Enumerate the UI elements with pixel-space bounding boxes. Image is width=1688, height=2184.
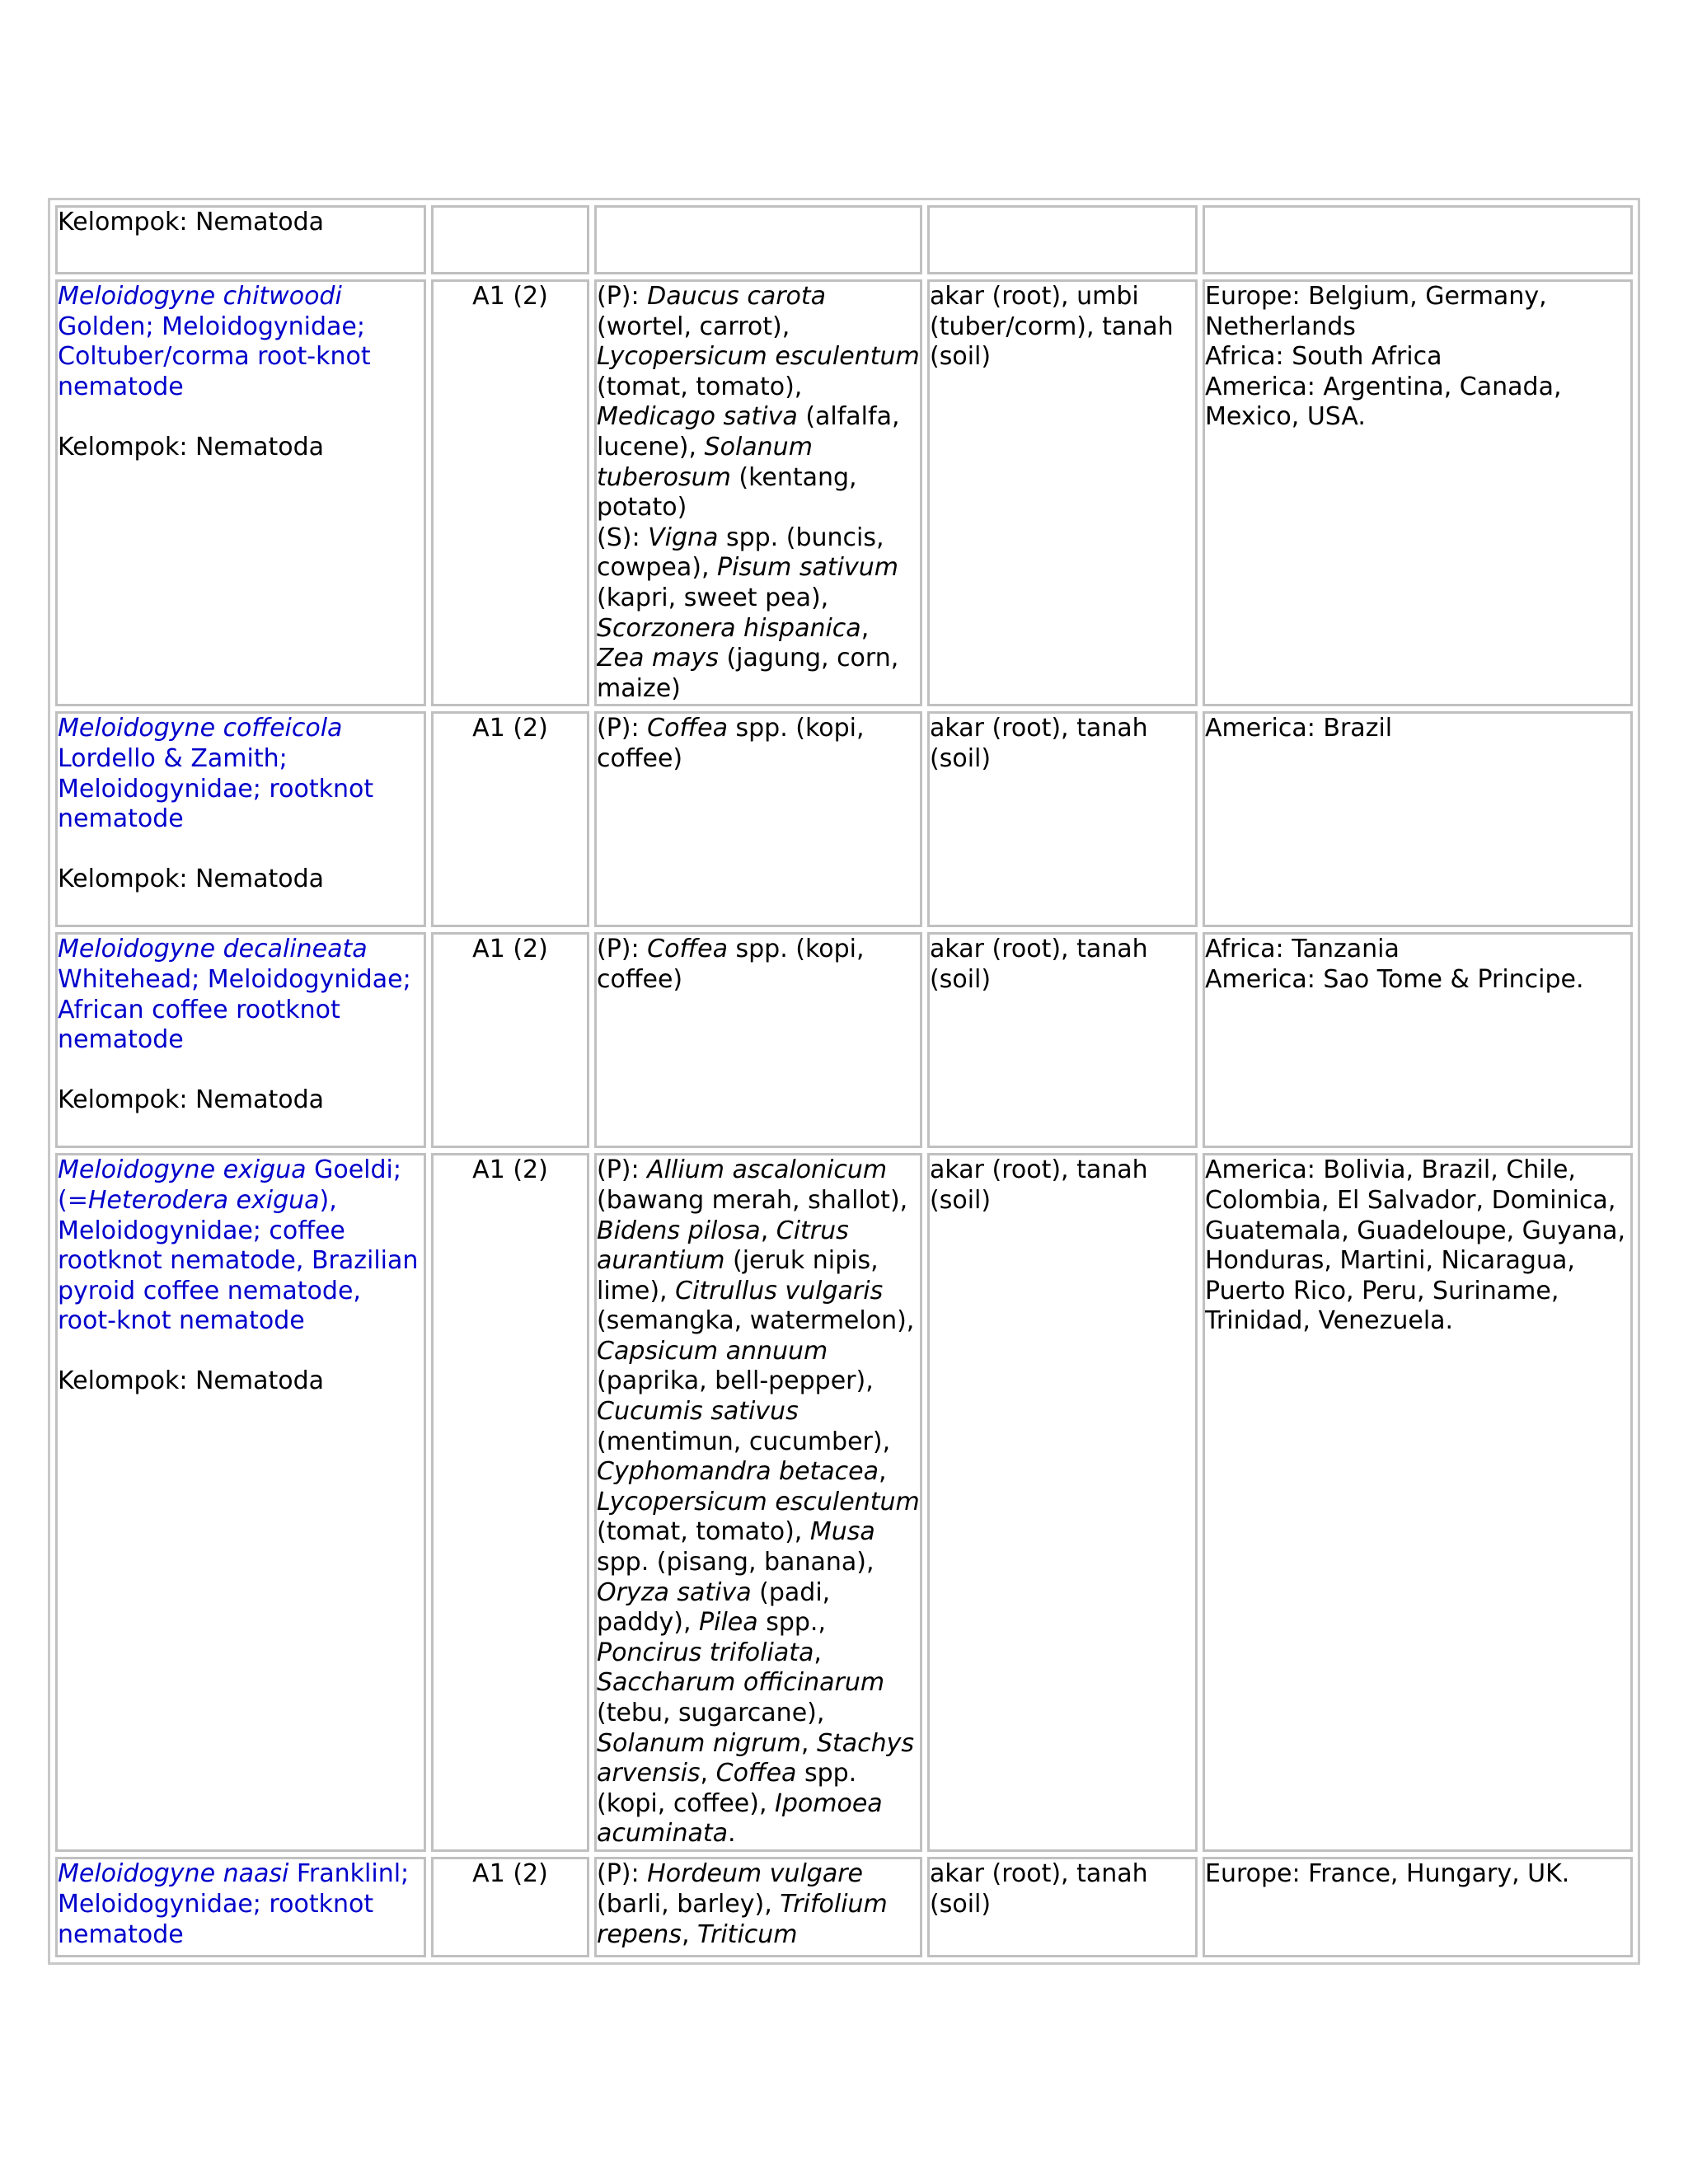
plain-text: Franklinl; xyxy=(288,1859,410,1889)
host-line xyxy=(597,1517,920,1548)
host-line xyxy=(597,674,920,705)
pest-name xyxy=(58,1859,424,1950)
pest-name-line xyxy=(58,282,424,312)
plain-text: (P): xyxy=(597,714,648,743)
plain-text: (P): xyxy=(597,1859,648,1889)
pest-name xyxy=(58,1155,424,1337)
plain-text: nematode xyxy=(58,1919,184,1949)
host-cell xyxy=(594,279,922,706)
italic-text: Scorzonera hispanica xyxy=(597,613,861,643)
italic-text: Pilea xyxy=(699,1608,758,1638)
plant-part-cell xyxy=(927,711,1198,927)
plain-text: (tebu, sugarcane), xyxy=(597,1699,825,1727)
pest-name-line xyxy=(58,935,424,965)
plain-text: (P): xyxy=(597,935,648,964)
plain-text: , xyxy=(760,1216,776,1245)
plain-text: Lordello & Zamith; xyxy=(58,743,288,773)
italic-text: Medicago sativa xyxy=(597,402,798,432)
pest-name-cell xyxy=(55,1153,426,1852)
distribution-line: America: Argentina, Canada, xyxy=(1205,372,1562,401)
italic-text: Capsicum annuum xyxy=(597,1336,828,1366)
distribution-line: Europe: France, Hungary, UK. xyxy=(1205,1859,1570,1889)
plant-part-line: akar (root), tanah xyxy=(930,935,1148,964)
plain-text: (wortel, carrot), xyxy=(597,312,790,341)
distribution-line: Mexico, USA. xyxy=(1205,402,1366,432)
group-label: Kelompok: Nematoda xyxy=(58,865,325,894)
plant-part-cell xyxy=(927,205,1198,274)
pest-name-line xyxy=(58,1277,424,1307)
host-line xyxy=(597,1699,920,1729)
category-cell: A1 (2) xyxy=(431,711,589,927)
pest-name-line xyxy=(58,1025,424,1056)
plain-text: ), xyxy=(319,1185,337,1215)
host-line xyxy=(597,312,920,343)
italic-text: Lycopersicum esculentum xyxy=(597,1487,920,1516)
pest-name-line xyxy=(58,342,424,373)
pest-name-line xyxy=(58,996,424,1026)
plain-text: spp. (pisang, banana), xyxy=(597,1548,874,1577)
plain-text: (P): xyxy=(597,1155,648,1185)
italic-text: Coffea xyxy=(647,714,728,743)
italic-text: Coffea xyxy=(647,935,728,964)
plain-text: , xyxy=(800,1728,817,1758)
italic-text: Citrullus vulgaris xyxy=(675,1276,884,1305)
italic-text: Triticum xyxy=(697,1919,798,1949)
plain-text: root-knot nematode xyxy=(58,1306,305,1336)
plain-text: nematode xyxy=(58,372,184,401)
distribution-cell xyxy=(1203,1153,1633,1852)
plain-text: (mentimun, cucumber), xyxy=(597,1427,891,1456)
plain-text: (padi, xyxy=(751,1577,831,1607)
plain-text: lime), xyxy=(597,1276,676,1305)
pest-name-line xyxy=(58,373,424,403)
italic-text: Meloidogyne chitwoodi xyxy=(58,282,342,311)
plant-part-line: (soil) xyxy=(930,964,992,994)
plain-text: spp. (buncis, xyxy=(718,523,884,552)
plain-text: cowpea), xyxy=(597,553,718,583)
distribution-line: Africa: South Africa xyxy=(1205,342,1442,372)
plain-text: (tomat, tomato), xyxy=(597,372,803,401)
italic-text: Lycopersicum esculentum xyxy=(597,342,920,372)
distribution-line: Africa: Tanzania xyxy=(1205,935,1400,964)
host-line xyxy=(597,1729,920,1760)
plant-part-line: (soil) xyxy=(930,1185,992,1215)
plain-text: (alfalfa, xyxy=(797,402,900,432)
host-line xyxy=(597,523,920,554)
plain-text: paddy), xyxy=(597,1608,700,1638)
plain-text: Coltuber/corma root-knot xyxy=(58,342,371,372)
pest-name-line xyxy=(58,1920,424,1951)
plain-text: , xyxy=(879,1457,887,1487)
plain-text: Whitehead; Meloidogynidae; xyxy=(58,964,411,994)
pest-name-line xyxy=(58,312,424,343)
host-line xyxy=(597,1638,920,1669)
plain-text: (P): xyxy=(597,282,648,311)
table-row xyxy=(55,205,1633,274)
plain-text: spp. xyxy=(796,1759,857,1788)
plain-text: , xyxy=(700,1759,716,1788)
italic-text: Meloidogyne decalineata xyxy=(58,935,368,964)
plain-text: Goeldi; xyxy=(306,1155,401,1185)
italic-text: repens xyxy=(597,1919,682,1949)
plain-text: (tomat, tomato), xyxy=(597,1517,810,1547)
pest-name-line xyxy=(58,714,424,744)
distribution-line: America: Sao Tome & Principe. xyxy=(1205,964,1584,994)
distribution-line: America: Brazil xyxy=(1205,714,1393,743)
plant-part-line: akar (root), umbi xyxy=(930,282,1139,311)
host-line xyxy=(597,1668,920,1699)
italic-text: Pisum sativum xyxy=(717,553,898,583)
host-cell xyxy=(594,1857,922,1957)
plant-part-line: akar (root), tanah xyxy=(930,1859,1148,1889)
italic-text: Solanum xyxy=(704,432,813,462)
italic-text: Poncirus trifoliata xyxy=(597,1638,814,1667)
category-cell: A1 (2) xyxy=(431,932,589,1148)
italic-text: Vigna xyxy=(648,523,719,552)
plain-text: Meloidogynidae; coffee xyxy=(58,1216,345,1245)
plain-text: (semangka, watermelon), xyxy=(597,1306,915,1336)
host-line xyxy=(597,1155,920,1186)
table-row xyxy=(55,711,1633,927)
host-line xyxy=(597,1366,920,1397)
pest-name-line xyxy=(58,1859,424,1890)
plain-text: (S): xyxy=(597,523,649,552)
pest-name-line xyxy=(58,1306,424,1337)
host-line xyxy=(597,1920,920,1951)
table-row xyxy=(55,1857,1633,1957)
distribution-line: Trinidad, Venezuela. xyxy=(1205,1306,1454,1336)
plain-text: potato) xyxy=(597,493,687,523)
distribution-cell xyxy=(1203,1857,1633,1957)
plain-text: nematode xyxy=(58,1025,184,1055)
pest-name-line xyxy=(58,775,424,805)
italic-text: Saccharum officinarum xyxy=(597,1668,885,1698)
category-cell: A1 (2) xyxy=(431,279,589,706)
plain-text: spp. (kopi, xyxy=(727,935,865,964)
plain-text: spp., xyxy=(757,1608,826,1638)
host-line xyxy=(597,1759,920,1789)
host-line xyxy=(597,1427,920,1458)
plain-text: Meloidogynidae; rootknot xyxy=(58,1889,374,1919)
plain-text: coffee) xyxy=(597,964,683,994)
plain-text: (= xyxy=(58,1185,88,1215)
pest-name-line xyxy=(58,744,424,775)
distribution-cell xyxy=(1203,711,1633,927)
italic-text: Trifolium xyxy=(780,1889,888,1919)
plain-text: Golden; Meloidogynidae; xyxy=(58,312,365,341)
pest-name-cell xyxy=(55,205,426,274)
plant-part-line: akar (root), tanah xyxy=(930,714,1148,743)
italic-text: Daucus carota xyxy=(647,282,827,311)
host-line xyxy=(597,1246,920,1277)
table-row xyxy=(55,932,1633,1148)
host-line xyxy=(597,583,920,614)
plain-text: coffee) xyxy=(597,743,683,773)
plain-text: African coffee rootknot xyxy=(58,995,340,1024)
distribution-line: Puerto Rico, Peru, Suriname, xyxy=(1205,1276,1559,1305)
italic-text: Solanum nigrum xyxy=(597,1728,801,1758)
plain-text: (jagung, corn, xyxy=(718,644,899,673)
italic-text: Heterodera exigua xyxy=(87,1185,320,1215)
distribution-line: Netherlands xyxy=(1205,312,1356,341)
host-line xyxy=(597,1608,920,1638)
plant-part-cell xyxy=(927,1857,1198,1957)
host-line xyxy=(597,714,920,744)
group-label: Kelompok: Nematoda xyxy=(58,1366,325,1396)
host-line xyxy=(597,493,920,523)
plain-text: (bawang merah, shallot), xyxy=(597,1185,908,1215)
group-label: Kelompok: Nematoda xyxy=(58,432,325,462)
distribution-line: Colombia, El Salvador, Dominica, xyxy=(1205,1185,1616,1215)
italic-text: Meloidogyne naasi xyxy=(58,1859,289,1889)
italic-text: Meloidogyne coffeicola xyxy=(58,714,343,743)
pest-name-line xyxy=(58,1216,424,1247)
host-line xyxy=(597,965,920,996)
group-label: Kelompok: Nematoda xyxy=(58,208,325,237)
pest-name-line xyxy=(58,804,424,835)
host-line xyxy=(597,744,920,775)
host-line xyxy=(597,1457,920,1488)
italic-text: Citrus xyxy=(776,1216,849,1245)
pest-name-cell xyxy=(55,711,426,927)
pest-name-line xyxy=(58,1155,424,1186)
host-cell xyxy=(594,932,922,1148)
host-line xyxy=(597,433,920,463)
host-line xyxy=(597,282,920,312)
italic-text: Allium ascalonicum xyxy=(647,1155,888,1185)
pest-name-line xyxy=(58,1186,424,1216)
host-line xyxy=(597,614,920,644)
distribution-line: America: Bolivia, Brazil, Chile, xyxy=(1205,1155,1576,1185)
host-line xyxy=(597,1890,920,1920)
plain-text: rootknot nematode, Brazilian xyxy=(58,1246,419,1276)
distribution-line: Honduras, Martini, Nicaragua, xyxy=(1205,1246,1575,1276)
plain-text: (kentang, xyxy=(730,462,857,492)
spacer xyxy=(58,402,424,433)
category-cell: A1 (2) xyxy=(431,1153,589,1852)
plant-part-line: (tuber/corm), tanah xyxy=(930,312,1174,341)
distribution-cell xyxy=(1203,932,1633,1148)
host-line xyxy=(597,373,920,403)
pest-name-cell xyxy=(55,932,426,1148)
italic-text: arvensis xyxy=(597,1759,701,1788)
spacer xyxy=(58,1337,424,1367)
pest-name-line xyxy=(58,1890,424,1920)
distribution-cell xyxy=(1203,205,1633,274)
host-line xyxy=(597,402,920,433)
italic-text: Coffea xyxy=(715,1759,797,1788)
table-row xyxy=(55,279,1633,706)
italic-text: Cucumis sativus xyxy=(597,1397,799,1427)
plain-text: (jeruk nipis, xyxy=(724,1246,879,1276)
plain-text: maize) xyxy=(597,673,681,703)
host-line xyxy=(597,1789,920,1820)
plain-text: (kopi, coffee), xyxy=(597,1788,776,1818)
plain-text: nematode xyxy=(58,804,184,834)
pest-name xyxy=(58,282,424,402)
pest-name-line xyxy=(58,965,424,996)
plant-part-cell xyxy=(927,279,1198,706)
pest-name xyxy=(58,714,424,834)
spacer xyxy=(58,835,424,865)
plain-text: (barli, barley), xyxy=(597,1889,781,1919)
host-line xyxy=(597,1548,920,1578)
host-cell xyxy=(594,711,922,927)
host-cell xyxy=(594,205,922,274)
category-cell xyxy=(431,205,589,274)
italic-text: tuberosum xyxy=(597,462,731,492)
italic-text: aurantium xyxy=(597,1246,725,1276)
plant-part-line: (soil) xyxy=(930,1889,992,1919)
pest-name-cell xyxy=(55,1857,426,1957)
italic-text: Hordeum vulgare xyxy=(647,1859,863,1889)
host-cell xyxy=(594,1153,922,1852)
plant-part-cell xyxy=(927,1153,1198,1852)
host-line xyxy=(597,1397,920,1427)
host-line xyxy=(597,463,920,494)
pest-name-line xyxy=(58,1246,424,1277)
plant-part-line: (soil) xyxy=(930,743,992,773)
host-line xyxy=(597,1337,920,1367)
italic-text: Musa xyxy=(809,1517,875,1547)
host-line xyxy=(597,1216,920,1247)
plain-text: , xyxy=(860,613,870,643)
host-line xyxy=(597,1578,920,1609)
italic-text: Ipomoea xyxy=(775,1788,883,1818)
host-line xyxy=(597,1277,920,1307)
plain-text: pyroid coffee nematode, xyxy=(58,1276,361,1305)
category-cell: A1 (2) xyxy=(431,1857,589,1957)
host-line xyxy=(597,1306,920,1337)
host-line xyxy=(597,342,920,373)
italic-text: Oryza sativa xyxy=(597,1577,752,1607)
italic-text: Bidens pilosa xyxy=(597,1216,761,1245)
plant-part-cell xyxy=(927,932,1198,1148)
distribution-cell xyxy=(1203,279,1633,706)
italic-text: Stachys xyxy=(816,1728,915,1758)
spacer xyxy=(58,1056,424,1086)
plain-text: , xyxy=(814,1638,822,1667)
italic-text: Zea mays xyxy=(597,644,719,673)
plain-text: Meloidogynidae; rootknot xyxy=(58,774,374,804)
italic-text: Cyphomandra betacea xyxy=(597,1457,879,1487)
pest-list-table xyxy=(48,198,1640,1965)
plain-text: (paprika, bell-pepper), xyxy=(597,1366,874,1396)
plain-text: , xyxy=(681,1919,698,1949)
host-line xyxy=(597,1488,920,1518)
plain-text: lucene), xyxy=(597,432,705,462)
host-line xyxy=(597,935,920,965)
host-line xyxy=(597,553,920,583)
group-label: Kelompok: Nematoda xyxy=(58,1085,325,1115)
italic-text: Meloidogyne exigua xyxy=(58,1155,307,1185)
plain-text: . xyxy=(728,1819,736,1849)
distribution-line: Europe: Belgium, Germany, xyxy=(1205,282,1547,311)
host-line xyxy=(597,1859,920,1890)
host-line xyxy=(597,1186,920,1216)
italic-text: acuminata xyxy=(597,1819,728,1849)
pest-name xyxy=(58,935,424,1055)
plant-part-line: (soil) xyxy=(930,342,992,372)
plain-text: (kapri, sweet pea), xyxy=(597,583,829,612)
host-line xyxy=(597,644,920,674)
distribution-line: Guatemala, Guadeloupe, Guyana, xyxy=(1205,1216,1626,1245)
pest-name-cell xyxy=(55,279,426,706)
plain-text: spp. (kopi, xyxy=(727,714,865,743)
host-line xyxy=(597,1819,920,1849)
table-row xyxy=(55,1153,1633,1852)
plant-part-line: akar (root), tanah xyxy=(930,1155,1148,1185)
